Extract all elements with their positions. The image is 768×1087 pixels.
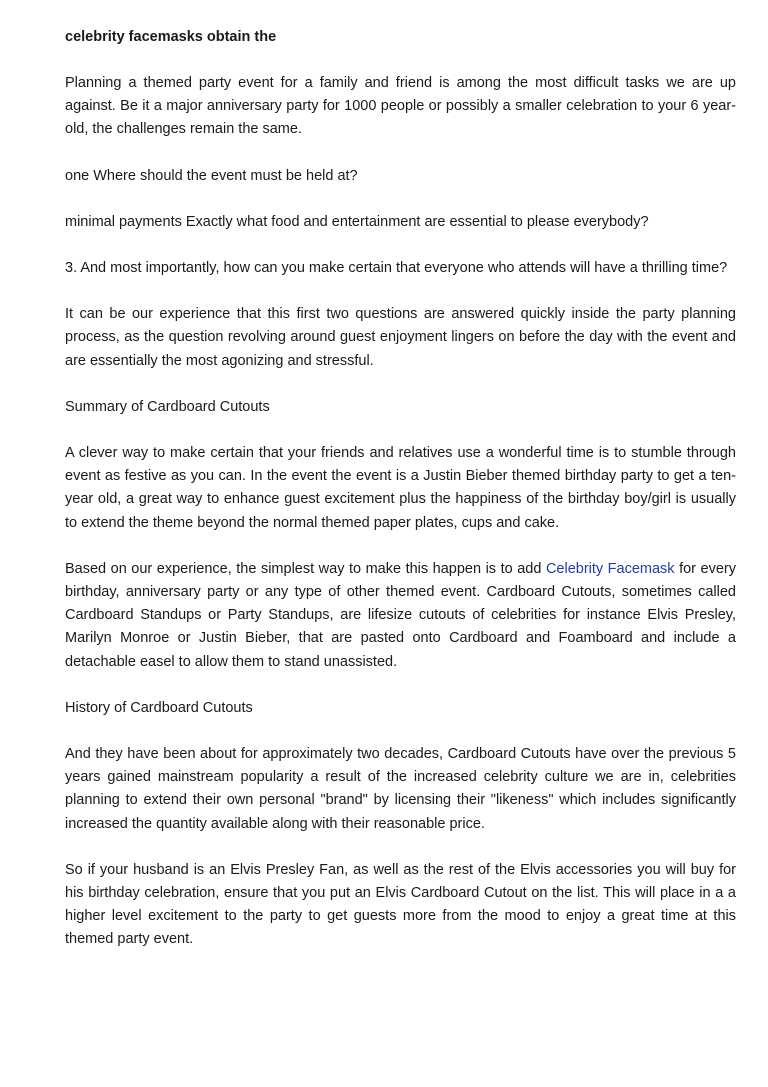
celebrity-facemask-link[interactable]: Celebrity Facemask	[545, 560, 675, 577]
section-heading-history: History of Cardboard Cutouts	[65, 699, 253, 716]
question-two: minimal payments Exactly what food and entertainment are essential to please everybody?	[65, 213, 649, 230]
section-heading-summary: Summary of Cardboard Cutouts	[65, 398, 270, 415]
history-paragraph: And they have been about for approximately two decades, Cardboard Cutouts have over the previous 5 years gained mainstream popularity a result of the increased celebrity culture we are in, celebrities planning to extend their own personal "brand" by licensing their "likeness" which includes significantly increased the quantity available along with their reasonable price.	[65, 746, 736, 832]
question-one: one Where should the event must be held at?	[65, 167, 358, 184]
summary-paragraph: A clever way to make certain that your friends and relatives use a wonderful time is to stumble through event as festive as you can. In the event the event is a Justin Bieber themed birthday party to get a ten-year old, a great way to enhance guest excitement plus the happiness of the birthday boy/girl is usually to extend the theme beyond the normal themed paper plates, cups and cake.	[65, 445, 736, 531]
facemask-paragraph-lead: Based on our experience, the simplest way to make this happen is to add	[65, 560, 546, 577]
elvis-paragraph: So if your husband is an Elvis Presley Fan, as well as the rest of the Elvis accessories you will buy for his birthday celebration, ensure that you put an Elvis Cardboard Cutout on the list. This will place in a a higher level excitement to the party to get guests more from the mood to enjoy a great time at this themed party event.	[65, 861, 736, 948]
document-title: celebrity facemasks obtain the	[65, 29, 277, 45]
experience-paragraph: It can be our experience that this first two questions are answered quickly inside the party planning process, as the question revolving around guest enjoyment lingers on before the day with the event and are essentially the most agonizing and stressful.	[65, 306, 736, 369]
intro-paragraph: Planning a themed party event for a family and friend is among the most difficult tasks we are up against. Be it a major anniversary party for 1000 people or possibly a smaller celebration to your 6 year-old, the challenges remain the same.	[65, 75, 736, 138]
facemask-paragraph	[65, 558, 736, 674]
document-page	[65, 26, 736, 975]
question-three: 3. And most importantly, how can you make certain that everyone who attends will have a thrilling time?	[65, 260, 728, 277]
facemask-paragraph-rest: for every birthday, anniversary party or any type of other themed event. Cardboard Cutouts, sometimes called Cardboard Standups or Party Standups, are lifesize cutouts of celebrities for instance Elvis Presley, Marilyn Monroe or Justin Bieber, that are pasted onto Cardboard and Foamboard and include a detachable easel to allow them to stand unassisted.	[65, 560, 736, 670]
